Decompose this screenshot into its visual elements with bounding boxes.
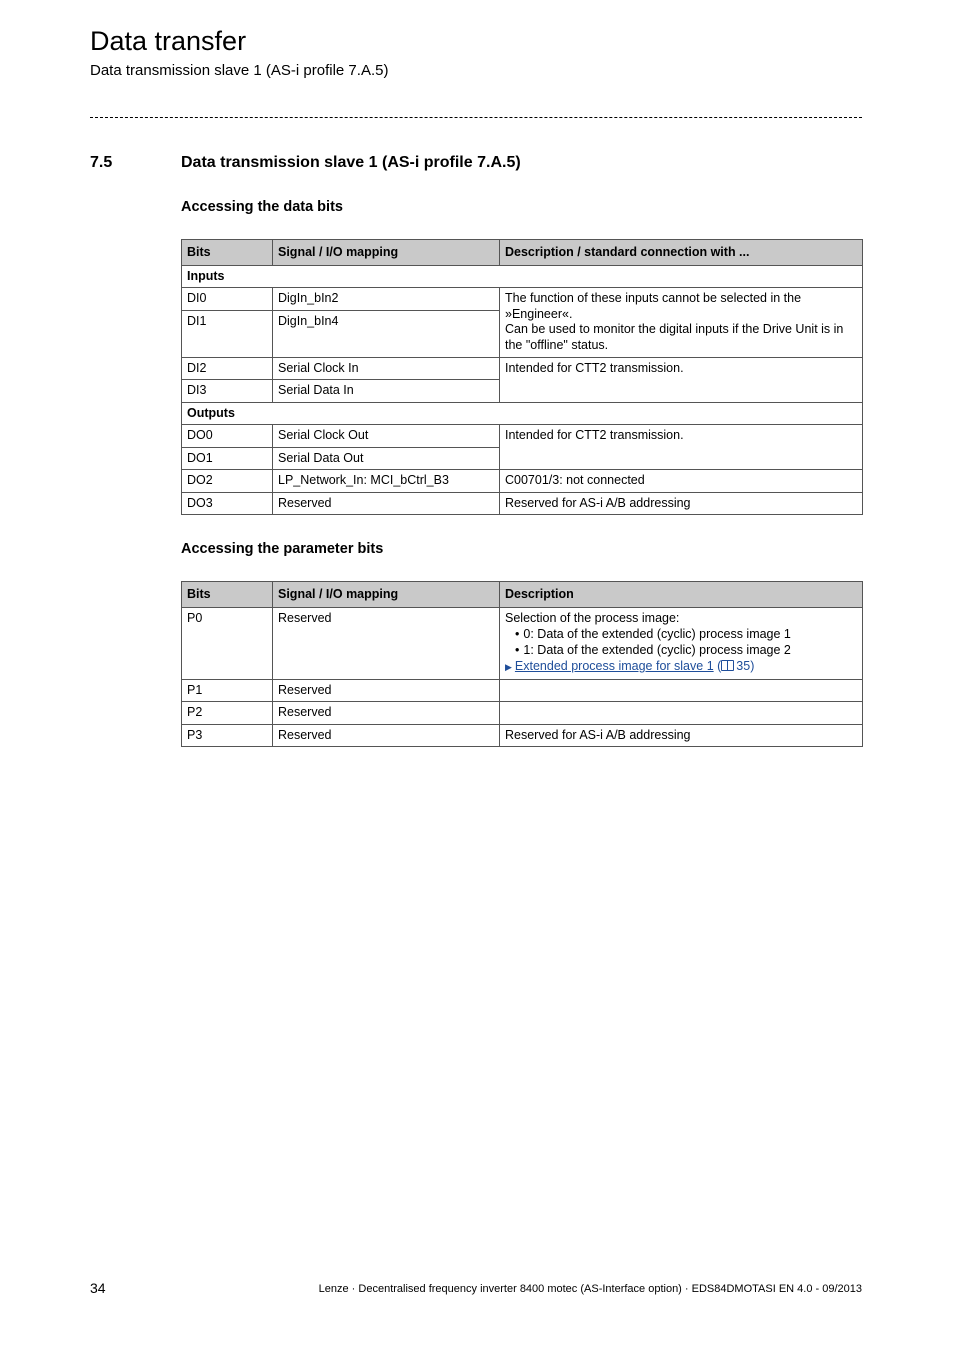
column-header-bits: Bits (182, 582, 273, 608)
bit-cell: P1 (182, 679, 273, 702)
signal-cell: DigIn_bIn4 (273, 310, 500, 357)
bit-cell: DI2 (182, 357, 273, 380)
bit-cell: DO3 (182, 492, 273, 515)
param-bits-heading: Accessing the parameter bits (181, 541, 384, 557)
bit-cell: DI3 (182, 380, 273, 403)
table-header-row (182, 240, 863, 266)
triangle-right-icon: ▶ (505, 662, 512, 672)
page-number: 34 (90, 1280, 106, 1296)
description-text: Selection of the process image: (505, 610, 680, 625)
table-row (182, 492, 863, 515)
bit-cell: DO0 (182, 425, 273, 448)
bit-cell: DO2 (182, 470, 273, 493)
group-row-outputs (182, 402, 863, 425)
footer-text: Lenze · Decentralised frequency inverter 8400 motec (AS-Interface option) · EDS84DMOTASI EN 4.0 - 09/2013 (318, 1283, 862, 1295)
group-label-inputs: Inputs (182, 265, 863, 288)
table-row (182, 357, 863, 380)
page-title: Data transfer (90, 26, 247, 56)
bullet-list (505, 627, 857, 658)
param-bits-table (181, 581, 863, 747)
table-row (182, 288, 863, 311)
group-label-outputs: Outputs (182, 402, 863, 425)
signal-cell: LP_Network_In: MCI_bCtrl_B3 (273, 470, 500, 493)
section-number: 7.5 (90, 154, 113, 171)
cross-reference-link[interactable]: Extended process image for slave 1 (514, 659, 714, 673)
table-header-row (182, 582, 863, 608)
list-item: • 1: Data of the extended (cyclic) process image 2 (515, 643, 857, 659)
signal-cell: Serial Data Out (273, 447, 500, 470)
table-row (182, 702, 863, 725)
signal-cell: Reserved (273, 702, 500, 725)
description-cell: Reserved for AS-i A/B addressing (500, 724, 863, 747)
description-cell (500, 679, 863, 702)
signal-cell: Reserved (273, 492, 500, 515)
bit-cell: DO1 (182, 447, 273, 470)
description-cell: C00701/3: not connected (500, 470, 863, 493)
description-cell (500, 607, 863, 679)
description-cell (500, 288, 863, 358)
list-item: • 0: Data of the extended (cyclic) process image 1 (515, 627, 857, 643)
table-row (182, 679, 863, 702)
bit-cell: DI1 (182, 310, 273, 357)
book-icon (721, 660, 734, 671)
description-cell: Reserved for AS-i A/B addressing (500, 492, 863, 515)
cross-reference: ▶ Extended process image for slave 1 ( 35) (505, 659, 755, 673)
column-header-bits: Bits (182, 240, 273, 266)
signal-cell: DigIn_bIn2 (273, 288, 500, 311)
table-row (182, 607, 863, 679)
page-reference[interactable]: 35 (736, 659, 751, 673)
description-text: Can be used to monitor the digital inputs if the Drive Unit is in the "offline" status. (505, 322, 844, 352)
description-text: The function of these inputs cannot be selected in the »Engineer«. (505, 291, 802, 321)
signal-cell: Reserved (273, 607, 500, 679)
bit-cell: DI0 (182, 288, 273, 311)
signal-cell: Serial Clock In (273, 357, 500, 380)
table-row (182, 470, 863, 493)
description-cell: Intended for CTT2 transmission. (500, 425, 863, 470)
bit-cell: P0 (182, 607, 273, 679)
page-subtitle: Data transmission slave 1 (AS-i profile 7.A.5) (90, 62, 389, 79)
group-row-inputs (182, 265, 863, 288)
column-header-description: Description / standard connection with ... (500, 240, 863, 266)
data-bits-heading: Accessing the data bits (181, 199, 343, 215)
table-row (182, 724, 863, 747)
signal-cell: Reserved (273, 724, 500, 747)
dashed-divider (90, 117, 862, 118)
section-title: Data transmission slave 1 (AS-i profile 7.A.5) (181, 154, 521, 171)
bit-cell: P3 (182, 724, 273, 747)
column-header-signal: Signal / I/O mapping (273, 582, 500, 608)
column-header-signal: Signal / I/O mapping (273, 240, 500, 266)
description-cell (500, 702, 863, 725)
table-row (182, 425, 863, 448)
bit-cell: P2 (182, 702, 273, 725)
signal-cell: Serial Data In (273, 380, 500, 403)
signal-cell: Serial Clock Out (273, 425, 500, 448)
data-bits-table (181, 239, 863, 515)
signal-cell: Reserved (273, 679, 500, 702)
description-cell: Intended for CTT2 transmission. (500, 357, 863, 402)
column-header-description: Description (500, 582, 863, 608)
